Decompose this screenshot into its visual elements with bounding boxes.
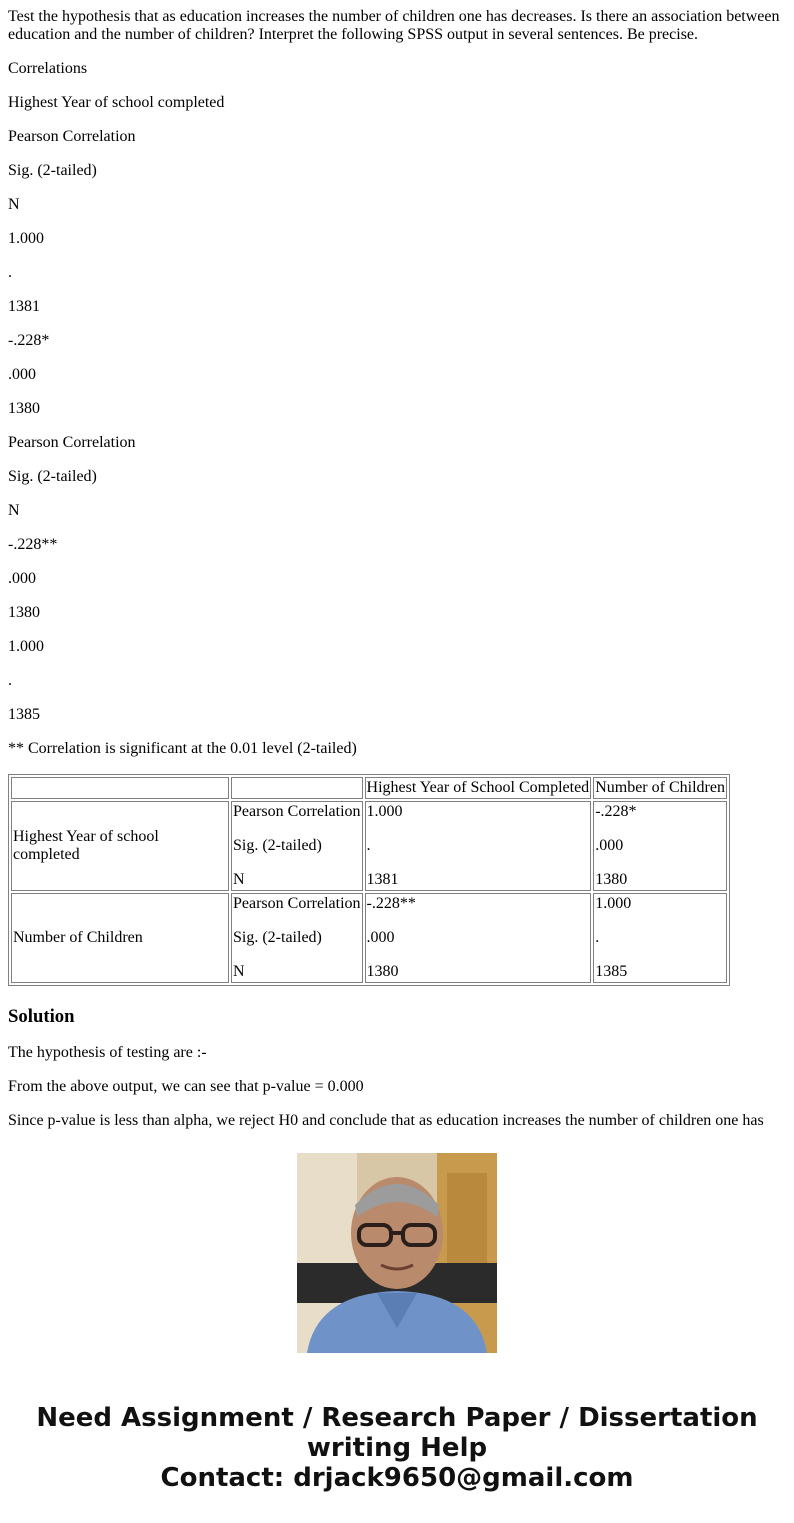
cell-value: . <box>595 929 600 946</box>
stat-label: Pearson Correlation <box>233 803 361 820</box>
header-cell-education: Highest Year of School Completed <box>365 777 592 799</box>
flat-line: Pearson Correlation <box>8 128 136 145</box>
promo-line: writing Help <box>306 1433 488 1463</box>
solution-paragraph: The hypothesis of testing are :- <box>8 1044 207 1061</box>
flat-line: 1381 <box>8 298 40 315</box>
cell-value: -.228* <box>595 803 637 820</box>
row-label: Number of Children <box>11 893 229 983</box>
flat-line: Correlations <box>8 60 88 77</box>
stat-label: Pearson Correlation <box>233 895 361 912</box>
solution-paragraph: From the above output, we can see that p-value = 0.000 <box>8 1078 364 1095</box>
flat-line: .000 <box>8 570 36 587</box>
stat-label: N <box>233 963 245 980</box>
stat-label: N <box>233 871 245 888</box>
flat-line: N <box>8 196 20 213</box>
header-cell-empty <box>11 777 229 799</box>
flat-line: -.228** <box>8 536 58 553</box>
flat-line: 1380 <box>8 604 40 621</box>
cell-value: 1.000 <box>366 803 403 820</box>
question-text: Test the hypothesis that as education increases the number of children one has decreases. Is there an association between education and the number of children? Interpret the following SPSS output in several sentences. Be precise. <box>8 8 780 43</box>
promo-banner <box>0 1403 794 1493</box>
flat-line: . <box>8 264 12 281</box>
children-values <box>593 893 727 983</box>
cell-value: . <box>366 837 371 854</box>
avatar-photo <box>297 1153 497 1353</box>
cell-value: 1380 <box>366 963 399 980</box>
stat-labels <box>231 893 363 983</box>
flat-line: 1.000 <box>8 638 44 655</box>
stat-labels <box>231 801 363 891</box>
significance-note: ** Correlation is significant at the 0.01 level (2-tailed) <box>8 740 357 757</box>
flat-line: 1385 <box>8 706 40 723</box>
correlations-table <box>8 774 730 986</box>
flat-line: 1.000 <box>8 230 44 247</box>
table-row <box>11 801 727 891</box>
flat-line: Highest Year of school completed <box>8 94 225 111</box>
education-values <box>365 801 592 891</box>
flat-line: Sig. (2-tailed) <box>8 468 97 485</box>
flat-line: .000 <box>8 366 36 383</box>
promo-line: Need Assignment / Research Paper / Dissertation <box>36 1403 758 1433</box>
table-header-row <box>11 777 727 799</box>
cell-value: 1380 <box>595 871 628 888</box>
flat-line: Pearson Correlation <box>8 434 136 451</box>
solution-paragraph: Since p-value is less than alpha, we reject H0 and conclude that as education increases the number of children one has <box>8 1112 764 1129</box>
row-label: Highest Year of school completed <box>11 801 229 891</box>
cell-value: -.228** <box>366 895 416 912</box>
flat-line: 1380 <box>8 400 40 417</box>
document-body <box>8 8 786 1132</box>
cell-value: .000 <box>595 837 624 854</box>
spss-flat-output <box>8 60 786 758</box>
flat-line: -.228* <box>8 332 50 349</box>
solution-text <box>8 1044 786 1132</box>
header-cell-children: Number of Children <box>593 777 727 799</box>
flat-line: N <box>8 502 20 519</box>
avatar <box>297 1153 497 1353</box>
stat-label: Sig. (2-tailed) <box>233 837 322 854</box>
education-values <box>365 893 592 983</box>
table-row <box>11 893 727 983</box>
flat-line: Sig. (2-tailed) <box>8 162 97 179</box>
cell-value: 1381 <box>366 871 399 888</box>
solution-heading: Solution <box>8 1006 75 1027</box>
flat-line: . <box>8 672 12 689</box>
promo-contact: Contact: drjack9650@gmail.com <box>160 1463 634 1493</box>
stat-label: Sig. (2-tailed) <box>233 929 322 946</box>
children-values <box>593 801 727 891</box>
header-cell-empty <box>231 777 363 799</box>
cell-value: .000 <box>366 929 395 946</box>
cell-value: 1385 <box>595 963 628 980</box>
cell-value: 1.000 <box>595 895 632 912</box>
